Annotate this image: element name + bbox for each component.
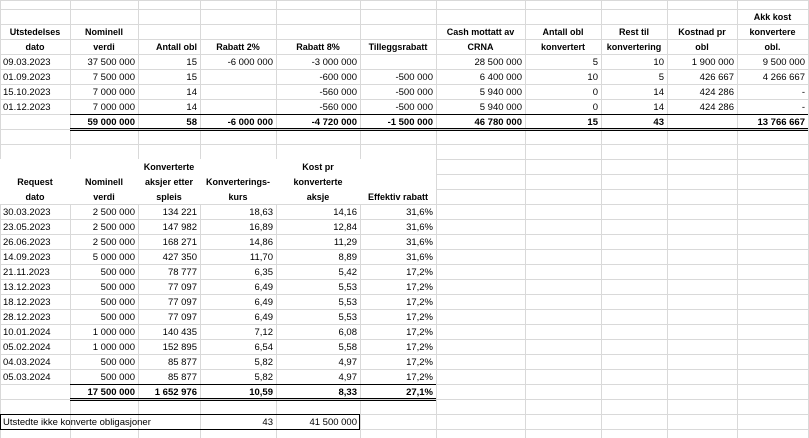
- table2-cell[interactable]: 17,2%: [406, 342, 433, 353]
- table2-cell[interactable]: 427 350: [162, 252, 197, 263]
- table2-cell[interactable]: 500 000: [100, 282, 135, 293]
- table1-cell[interactable]: 15: [186, 57, 197, 68]
- table2-cell[interactable]: 2 500 000: [92, 237, 135, 248]
- table2-cell[interactable]: 8,89: [338, 252, 357, 263]
- table1-total-cell[interactable]: 59 000 000: [87, 117, 135, 128]
- table1-cell[interactable]: 5 940 000: [479, 102, 522, 113]
- table1-total-cell[interactable]: 46 780 000: [474, 117, 522, 128]
- table2-cell[interactable]: 30.03.2023: [3, 207, 51, 218]
- table2-cell[interactable]: 2 500 000: [92, 207, 135, 218]
- table2-cell[interactable]: 2 500 000: [92, 222, 135, 233]
- table1-cell[interactable]: 5: [658, 72, 664, 83]
- table1-header[interactable]: Akk kost: [753, 12, 792, 22]
- table1-cell[interactable]: 6 400 000: [479, 72, 522, 83]
- table2-cell[interactable]: 04.03.2024: [3, 357, 51, 368]
- footer-box-right: [359, 414, 360, 429]
- table1-header[interactable]: konvertering: [606, 42, 662, 52]
- table1-cell[interactable]: 424 286: [699, 87, 734, 98]
- table1-cell[interactable]: [200, 85, 276, 100]
- table1-cell[interactable]: 14: [653, 87, 664, 98]
- table2-total-cell[interactable]: 17 500 000: [87, 387, 135, 398]
- table2-header[interactable]: Konverterings-: [205, 177, 270, 187]
- table1-header[interactable]: Antall obl: [542, 27, 584, 37]
- table2-cell[interactable]: 6,49: [254, 282, 273, 293]
- table2-cell[interactable]: 31,6%: [406, 207, 433, 218]
- table2-cell[interactable]: 5,42: [338, 267, 357, 278]
- table2-cell[interactable]: 168 271: [162, 237, 197, 248]
- table1-header[interactable]: Rest til: [618, 27, 649, 37]
- table2-total-cell[interactable]: 10,59: [249, 387, 273, 398]
- table1-header[interactable]: konvertere: [749, 27, 796, 37]
- table1-cell[interactable]: 7 000 000: [92, 102, 135, 113]
- table2-cell[interactable]: 6,08: [338, 327, 357, 338]
- table1-header[interactable]: Cash mottatt av: [446, 27, 515, 37]
- table1-cell[interactable]: 14: [653, 102, 664, 113]
- table2-cell[interactable]: 5 000 000: [92, 252, 135, 263]
- table2-cell[interactable]: 5,53: [338, 297, 357, 308]
- table1-cell[interactable]: 28 500 000: [474, 57, 522, 68]
- table1-total-cell[interactable]: 43: [653, 117, 664, 128]
- table1-total-bottom-border: [70, 128, 808, 131]
- table2-cell[interactable]: 500 000: [100, 372, 135, 383]
- table2-cell[interactable]: 17,2%: [406, 312, 433, 323]
- table2-cell[interactable]: 05.02.2024: [3, 342, 51, 353]
- table1-header[interactable]: Rabatt 8%: [296, 42, 340, 52]
- table2-cell[interactable]: 500 000: [100, 312, 135, 323]
- table2-cell[interactable]: 6,35: [254, 267, 273, 278]
- table1-cell[interactable]: [200, 70, 276, 85]
- table2-total-cell[interactable]: [0, 385, 70, 400]
- table2-cell[interactable]: 5,82: [254, 357, 273, 368]
- table2-cell[interactable]: 21.11.2023: [3, 267, 50, 278]
- grid-row-line: [0, 9, 809, 10]
- table1-total-cell[interactable]: -4 720 000: [311, 117, 357, 128]
- table1-cell[interactable]: 4 266 667: [762, 72, 805, 83]
- table1-cell[interactable]: -: [801, 87, 805, 98]
- table2-cell[interactable]: 14,86: [249, 237, 273, 248]
- table1-cell[interactable]: -500 000: [395, 102, 433, 113]
- table1-cell[interactable]: -500 000: [395, 87, 433, 98]
- table2-header[interactable]: spleis: [156, 192, 182, 202]
- table2-cell[interactable]: 134 221: [162, 207, 197, 218]
- table1-header[interactable]: obl.: [764, 42, 781, 52]
- table1-cell[interactable]: 426 667: [699, 72, 734, 83]
- table2-cell[interactable]: 12,84: [333, 222, 357, 233]
- table2-header[interactable]: Konverterte: [143, 162, 195, 172]
- footer-count[interactable]: 43: [262, 417, 273, 428]
- footer-box-top: [0, 414, 360, 415]
- table1-total-cell[interactable]: -1 500 000: [387, 117, 433, 128]
- table2-cell[interactable]: 85 877: [167, 357, 197, 368]
- table1-cell[interactable]: [360, 55, 436, 70]
- table2-cell[interactable]: 5,53: [338, 282, 357, 293]
- table2-cell[interactable]: 85 877: [167, 372, 197, 383]
- table1-cell[interactable]: 0: [592, 102, 598, 113]
- table2-cell[interactable]: 6,49: [254, 312, 273, 323]
- table1-cell[interactable]: 14: [186, 87, 197, 98]
- table1-cell[interactable]: 5 940 000: [479, 87, 522, 98]
- table1-cell[interactable]: -: [801, 102, 805, 113]
- table1-cell[interactable]: 10: [653, 57, 664, 68]
- table1-cell[interactable]: 01.12.2023: [3, 102, 51, 113]
- table2-cell[interactable]: 18.12.2023: [3, 297, 51, 308]
- table2-cell[interactable]: 77 097: [167, 297, 197, 308]
- table2-cell[interactable]: 11,29: [333, 237, 357, 248]
- table2-cell[interactable]: 6,54: [254, 342, 273, 353]
- table1-cell[interactable]: -3 000 000: [311, 57, 357, 68]
- table2-cell[interactable]: 6,49: [254, 297, 273, 308]
- table2-total-bottom-border: [70, 398, 436, 401]
- table2-cell[interactable]: 1 000 000: [92, 327, 135, 338]
- table2-cell[interactable]: 31,6%: [406, 237, 433, 248]
- table2-header[interactable]: Request: [17, 177, 53, 187]
- table2-total-cell[interactable]: 27,1%: [406, 387, 433, 398]
- table2-cell[interactable]: 05.03.2024: [3, 372, 51, 383]
- table1-cell[interactable]: 7 000 000: [92, 87, 135, 98]
- table1-total-cell[interactable]: 13 766 667: [757, 117, 805, 128]
- table1-header[interactable]: Kostnad pr: [678, 27, 726, 37]
- table2-cell[interactable]: 500 000: [100, 297, 135, 308]
- table1-header[interactable]: verdi: [93, 42, 115, 52]
- table2-cell[interactable]: 140 435: [162, 327, 197, 338]
- table2-cell[interactable]: 14.09.2023: [3, 252, 51, 263]
- table2-cell[interactable]: 77 097: [167, 312, 197, 323]
- table2-cell[interactable]: 500 000: [100, 357, 135, 368]
- table2-cell[interactable]: 16,89: [249, 222, 273, 233]
- table1-cell[interactable]: 9 500 000: [762, 57, 805, 68]
- table1-cell[interactable]: -560 000: [319, 87, 357, 98]
- table2-cell[interactable]: 17,2%: [406, 357, 433, 368]
- table2-header[interactable]: Kost pr: [302, 162, 334, 172]
- table2-header[interactable]: verdi: [93, 192, 115, 202]
- table2-cell[interactable]: 17,2%: [406, 297, 433, 308]
- table2-cell[interactable]: 4,97: [338, 372, 357, 383]
- table2-cell[interactable]: 147 982: [162, 222, 197, 233]
- table2-header[interactable]: aksjer etter: [144, 177, 194, 187]
- table1-cell[interactable]: 15.10.2023: [3, 87, 51, 98]
- table1-header[interactable]: CRNA: [467, 42, 494, 52]
- table1-header[interactable]: Tilleggsrabatt: [368, 42, 428, 52]
- table2-header[interactable]: dato: [25, 192, 45, 202]
- table2-cell[interactable]: 4,97: [338, 357, 357, 368]
- table2-cell[interactable]: 152 895: [162, 342, 197, 353]
- table2-cell[interactable]: 17,2%: [406, 282, 433, 293]
- table1-total-cell[interactable]: [0, 115, 70, 130]
- table2-cell[interactable]: 10.01.2024: [3, 327, 51, 338]
- table2-cell[interactable]: 77 097: [167, 282, 197, 293]
- table2-cell[interactable]: 1 000 000: [92, 342, 135, 353]
- table2-cell[interactable]: 31,6%: [406, 252, 433, 263]
- table1-cell[interactable]: -600 000: [319, 72, 357, 83]
- grid-row-line: [0, 0, 809, 1]
- table2-cell[interactable]: 17,2%: [406, 372, 433, 383]
- table2-total-cell[interactable]: 1 652 976: [154, 387, 197, 398]
- table2-cell[interactable]: 17,2%: [406, 267, 433, 278]
- table2-cell[interactable]: 5,82: [254, 372, 273, 383]
- table1-cell[interactable]: 7 500 000: [92, 72, 135, 83]
- table2-cell[interactable]: 5,58: [338, 342, 357, 353]
- table1-cell[interactable]: 09.03.2023: [3, 57, 51, 68]
- table2-cell[interactable]: 14,16: [333, 207, 357, 218]
- table1-cell[interactable]: [200, 100, 276, 115]
- table1-cell[interactable]: 0: [592, 87, 598, 98]
- table2-cell[interactable]: 500 000: [100, 267, 135, 278]
- table1-cell[interactable]: 37 500 000: [87, 57, 135, 68]
- footer-box-bottom: [0, 429, 360, 430]
- table1-header[interactable]: Antall obl: [156, 42, 197, 52]
- table2-cell[interactable]: 7,12: [254, 327, 273, 338]
- footer-amount[interactable]: 41 500 000: [309, 417, 357, 428]
- table2-cell[interactable]: 31,6%: [406, 222, 433, 233]
- table1-header[interactable]: dato: [25, 42, 45, 52]
- table1-cell[interactable]: -560 000: [319, 102, 357, 113]
- table1-header[interactable]: Rabatt 2%: [216, 42, 260, 52]
- table1-cell[interactable]: 10: [587, 72, 598, 83]
- table1-header[interactable]: Nominell: [84, 27, 123, 37]
- table1-cell[interactable]: 14: [186, 102, 197, 113]
- table2-cell[interactable]: 26.06.2023: [3, 237, 51, 248]
- table1-header[interactable]: Utstedelses: [9, 27, 61, 37]
- table2-cell[interactable]: 17,2%: [406, 327, 433, 338]
- table2-header[interactable]: konverterte: [293, 177, 343, 187]
- table2-total-cell[interactable]: 8,33: [338, 387, 357, 398]
- footer-box-left: [0, 414, 1, 429]
- table1-header[interactable]: konvertert: [540, 42, 585, 52]
- table2-cell[interactable]: 13.12.2023: [3, 282, 51, 293]
- table2-cell[interactable]: 18,63: [249, 207, 273, 218]
- table2-header[interactable]: aksje: [306, 192, 330, 202]
- table1-cell[interactable]: 01.09.2023: [3, 72, 51, 83]
- table2-header[interactable]: Effektiv rabatt: [367, 192, 429, 202]
- table2-header[interactable]: kurs: [228, 192, 248, 202]
- table1-cell[interactable]: -6 000 000: [227, 57, 273, 68]
- table1-cell[interactable]: 5: [592, 57, 598, 68]
- table1-total-cell[interactable]: -6 000 000: [227, 117, 273, 128]
- table1-cell[interactable]: 1 900 000: [691, 57, 734, 68]
- table1-cell[interactable]: -500 000: [395, 72, 433, 83]
- table1-total-cell[interactable]: 15: [587, 117, 598, 128]
- table1-header[interactable]: obl: [695, 42, 709, 52]
- table1-cell[interactable]: 424 286: [699, 102, 734, 113]
- table2-cell[interactable]: 28.12.2023: [3, 312, 51, 323]
- table2-cell[interactable]: 23.05.2023: [3, 222, 51, 233]
- grid-row-line: [0, 144, 809, 145]
- table2-cell[interactable]: 5,53: [338, 312, 357, 323]
- table2-cell[interactable]: 78 777: [167, 267, 197, 278]
- table2-cell[interactable]: 11,70: [249, 252, 273, 263]
- footer-label[interactable]: Utstedte ikke konverte obligasjoner: [3, 417, 151, 428]
- table2-header[interactable]: Nominell: [84, 177, 123, 187]
- table1-cell[interactable]: 15: [186, 72, 197, 83]
- table1-total-cell[interactable]: 58: [186, 117, 197, 128]
